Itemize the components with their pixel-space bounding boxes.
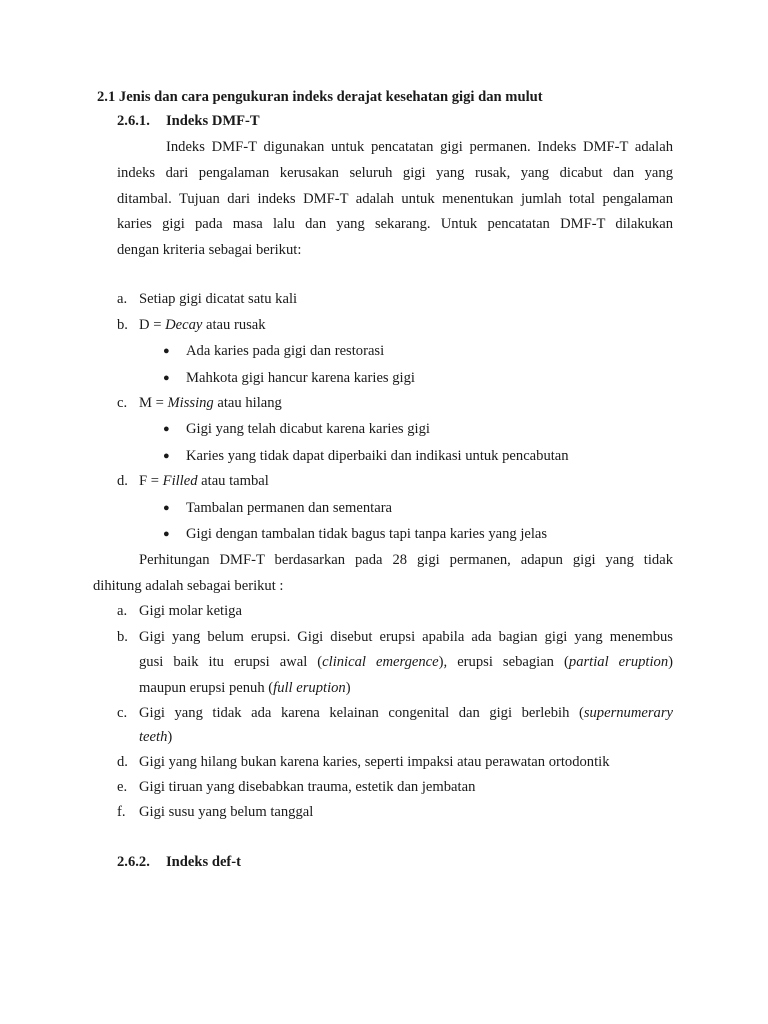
list-label: d. [117, 754, 128, 770]
subsection-number: 2.6.2. [117, 854, 150, 870]
section-heading: 2.1 Jenis dan cara pengukuran indeks derajat kesehatan gigi dan mulut [97, 89, 543, 105]
subsection-title: Indeks DMF-T [166, 113, 260, 129]
list-item-line: gusi baik itu erupsi awal (clinical emergence), erupsi sebagian (partial eruption) [139, 654, 673, 670]
paragraph-line: ditambal. Tujuan dari indeks DMF-T adalah untuk menentukan jumlah total pengalaman [117, 191, 673, 207]
subsection-title: Indeks def-t [166, 854, 242, 870]
bullet-icon: ● [163, 502, 170, 514]
list-item: Gigi molar ketiga [139, 603, 242, 619]
list-label: c. [117, 395, 128, 411]
bullet-icon: ● [163, 450, 170, 462]
list-label: a. [117, 291, 128, 307]
bullet-item: Mahkota gigi hancur karena karies gigi [186, 370, 415, 386]
list-item: Gigi yang hilang bukan karena karies, seperti impaksi atau perawatan ortodontik [139, 754, 610, 770]
bullet-item: Gigi dengan tambalan tidak bagus tapi tanpa karies yang jelas [186, 526, 548, 542]
list-label: c. [117, 705, 128, 721]
list-item: D = Decay atau rusak [139, 317, 266, 333]
paragraph-line: dihitung adalah sebagai berikut : [93, 578, 284, 594]
list-label: a. [117, 603, 128, 619]
paragraph-line: dengan kriteria sebagai berikut: [117, 242, 302, 258]
list-item: Gigi yang belum erupsi. Gigi disebut erupsi apabila ada bagian gigi yang menembus [139, 629, 673, 645]
paragraph-line: Indeks DMF-T digunakan untuk pencatatan gigi permanen. Indeks DMF-T adalah [166, 139, 673, 155]
bullet-icon: ● [163, 423, 170, 435]
list-item-line: teeth) [139, 729, 173, 745]
list-item: M = Missing atau hilang [139, 395, 282, 411]
list-item-line: maupun erupsi penuh (full eruption) [139, 680, 351, 696]
list-label: f. [117, 804, 126, 820]
list-item: Gigi tiruan yang disebabkan trauma, estetik dan jembatan [139, 779, 476, 795]
bullet-item: Karies yang tidak dapat diperbaiki dan indikasi untuk pencabutan [186, 448, 569, 464]
bullet-item: Gigi yang telah dicabut karena karies gigi [186, 421, 430, 437]
bullet-icon: ● [163, 372, 170, 384]
paragraph-line: indeks dari pengalaman kerusakan seluruh gigi yang rusak, yang dicabut dan yang [117, 165, 673, 181]
list-item: Setiap gigi dicatat satu kali [139, 291, 298, 307]
paragraph-line: karies gigi pada masa lalu dan yang sekarang. Untuk pencatatan DMF-T dilakukan [117, 216, 673, 232]
bullet-item: Tambalan permanen dan sementara [186, 500, 393, 516]
list-label: d. [117, 473, 128, 489]
bullet-icon: ● [163, 528, 170, 540]
list-label: e. [117, 779, 128, 795]
list-label: b. [117, 317, 128, 333]
list-item: Gigi susu yang belum tanggal [139, 804, 314, 820]
bullet-item: Ada karies pada gigi dan restorasi [186, 343, 385, 359]
list-label: b. [117, 629, 128, 645]
list-item: F = Filled atau tambal [139, 473, 269, 489]
subsection-number: 2.6.1. [117, 113, 150, 129]
list-item: Gigi yang tidak ada karena kelainan congenital dan gigi berlebih (supernumerary [139, 705, 673, 721]
bullet-icon: ● [163, 345, 170, 357]
paragraph-line: Perhitungan DMF-T berdasarkan pada 28 gigi permanen, adapun gigi yang tidak [139, 552, 673, 568]
